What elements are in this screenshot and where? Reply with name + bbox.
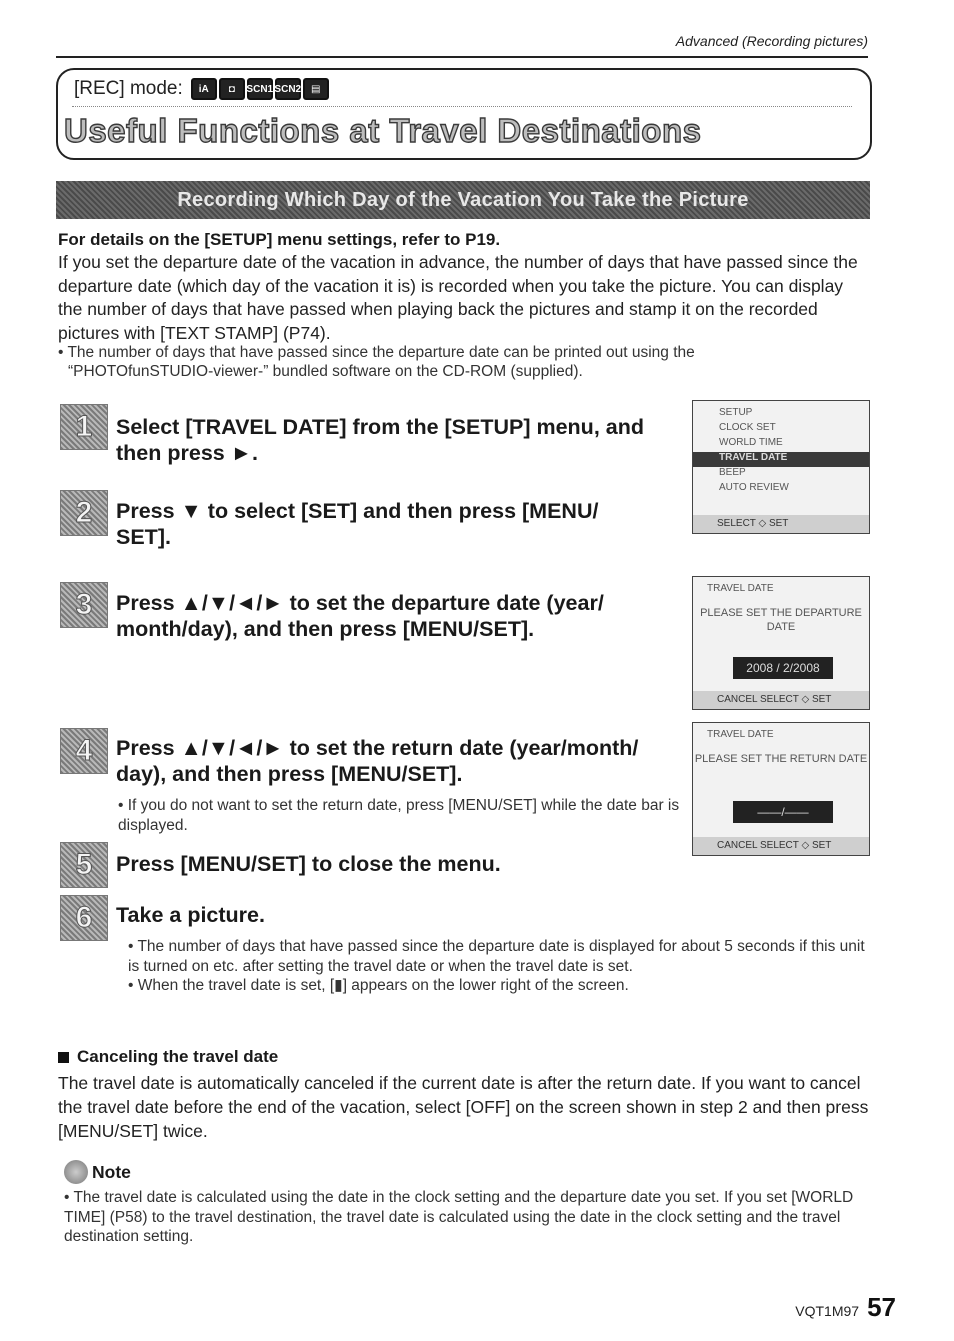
step-6-number: 6 [60,895,108,941]
step-4-note: • If you do not want to set the return date, press [MENU/SET] while the date bar is displayed. [118,797,680,834]
step-4-number: 4 [60,728,108,774]
rec-mode-label: [REC] mode: [74,78,183,99]
date-bar: 2008 / 2/2008 [733,657,833,679]
header-rule [56,56,868,58]
page-footer [795,1292,896,1323]
section-header: Advanced (Recording pictures) [675,33,868,49]
cancel-heading [58,1047,278,1067]
note-heading-text: Note [92,1161,131,1182]
step-1-text: Select [TRAVEL DATE] from the [SETUP] menu, and then press ►. [116,415,644,465]
return-date-screen [692,722,870,856]
section-bar [56,181,870,219]
screen-footer: SELECT ◇ SET [693,515,869,533]
intro-reference: For details on the [SETUP] menu settings, refer to P19. [58,230,501,249]
rec-mode-line [74,78,329,100]
screen-heading: TRAVEL DATE [707,583,774,594]
step-6-text: Take a picture. [116,903,265,927]
screen-heading: TRAVEL DATE [707,729,774,740]
normal-picture-icon: ◘ [219,78,245,100]
page-title: Useful Functions at Travel Destinations [64,112,702,149]
title-divider [72,106,852,107]
screen-row: AUTO REVIEW [719,482,789,493]
step-5-number: 5 [60,842,108,888]
scene2-icon: SCN2 [275,78,301,100]
setup-menu-screen [692,400,870,534]
step-1-number: 1 [60,404,108,450]
departure-date-screen [692,576,870,710]
intro-note-line2: “PHOTOfunSTUDIO-viewer-” bundled software on the CD-ROM (supplied). [68,363,583,380]
screen-row: WORLD TIME [719,437,783,448]
screen-footer: CANCEL SELECT ◇ SET [693,691,869,709]
step-3-number: 3 [60,582,108,628]
mode-icons [191,78,329,100]
motion-picture-icon: ▤ [303,78,329,100]
step-6-bullet: • The number of days that have passed since the departure date is displayed for about 5 seconds if this unit is turned on etc. after setting the travel date or when the travel date is set. [128,938,865,975]
note-icon [64,1160,88,1184]
note-heading [64,1160,131,1184]
step-6-bullet: • When the travel date is set, [▮] appears on the lower right of the screen. [128,977,629,994]
document-code: VQT1M97 [795,1303,860,1319]
intro-paragraph: If you set the departure date of the vacation in advance, the number of days that have passed since the departure date (which day of the vacation it is) is recorded when you take the picture. You can display the number of days that have passed when playing back the pictures and stamp it on the recorded pictures with [TEXT STAMP] (P74). [58,252,858,343]
cancel-heading-text: Canceling the travel date [77,1047,279,1066]
screen-message: PLEASE SET THE RETURN DATE [694,753,868,765]
page-number: 57 [867,1292,896,1322]
date-bar: ——/—— [733,801,833,823]
screen-footer: CANCEL SELECT ◇ SET [693,837,869,855]
scene1-icon: SCN1 [247,78,273,100]
screen-row: BEEP [719,467,746,478]
screen-row: CLOCK SET [719,422,776,433]
intro-note-line1: • The number of days that have passed since the departure date can be printed out using the [58,344,695,361]
screen-row: SETUP [719,407,753,418]
screen-row-highlighted: TRAVEL DATE [693,452,869,467]
intelligent-auto-icon: iA [191,78,217,100]
screen-message: PLEASE SET THE DEPARTURE DATE [700,607,862,633]
section-title: Recording Which Day of the Vacation You Take the Picture [177,188,749,211]
step-2-number: 2 [60,490,108,536]
step-2-text: Press ▼ to select [SET] and then press [MENU/ SET]. [116,499,599,549]
cancel-paragraph: The travel date is automatically canceled if the current date is after the return date. If you want to cancel the travel date before the end of the vacation, select [OFF] on the screen shown in step 2 and then press [MENU/SET] twice. [58,1073,869,1141]
step-3-text: Press ▲/▼/◄/► to set the departure date (year/ month/day), and then press [MENU/SET]. [116,591,604,641]
note-paragraph: • The travel date is calculated using the date in the clock setting and the departure date you set. If you set [WORLD TIME] (P58) to the travel destination, the travel date is calculated using the date in the clock setting and the travel destination setting. [64,1189,854,1245]
square-bullet-icon [58,1052,69,1063]
intro-note [58,343,870,381]
step-6-bullets [128,937,872,996]
step-5-text: Press [MENU/SET] to close the menu. [116,852,501,876]
step-4-text: Press ▲/▼/◄/► to set the return date (year/month/ day), and then press [MENU/SET]. [116,736,639,786]
